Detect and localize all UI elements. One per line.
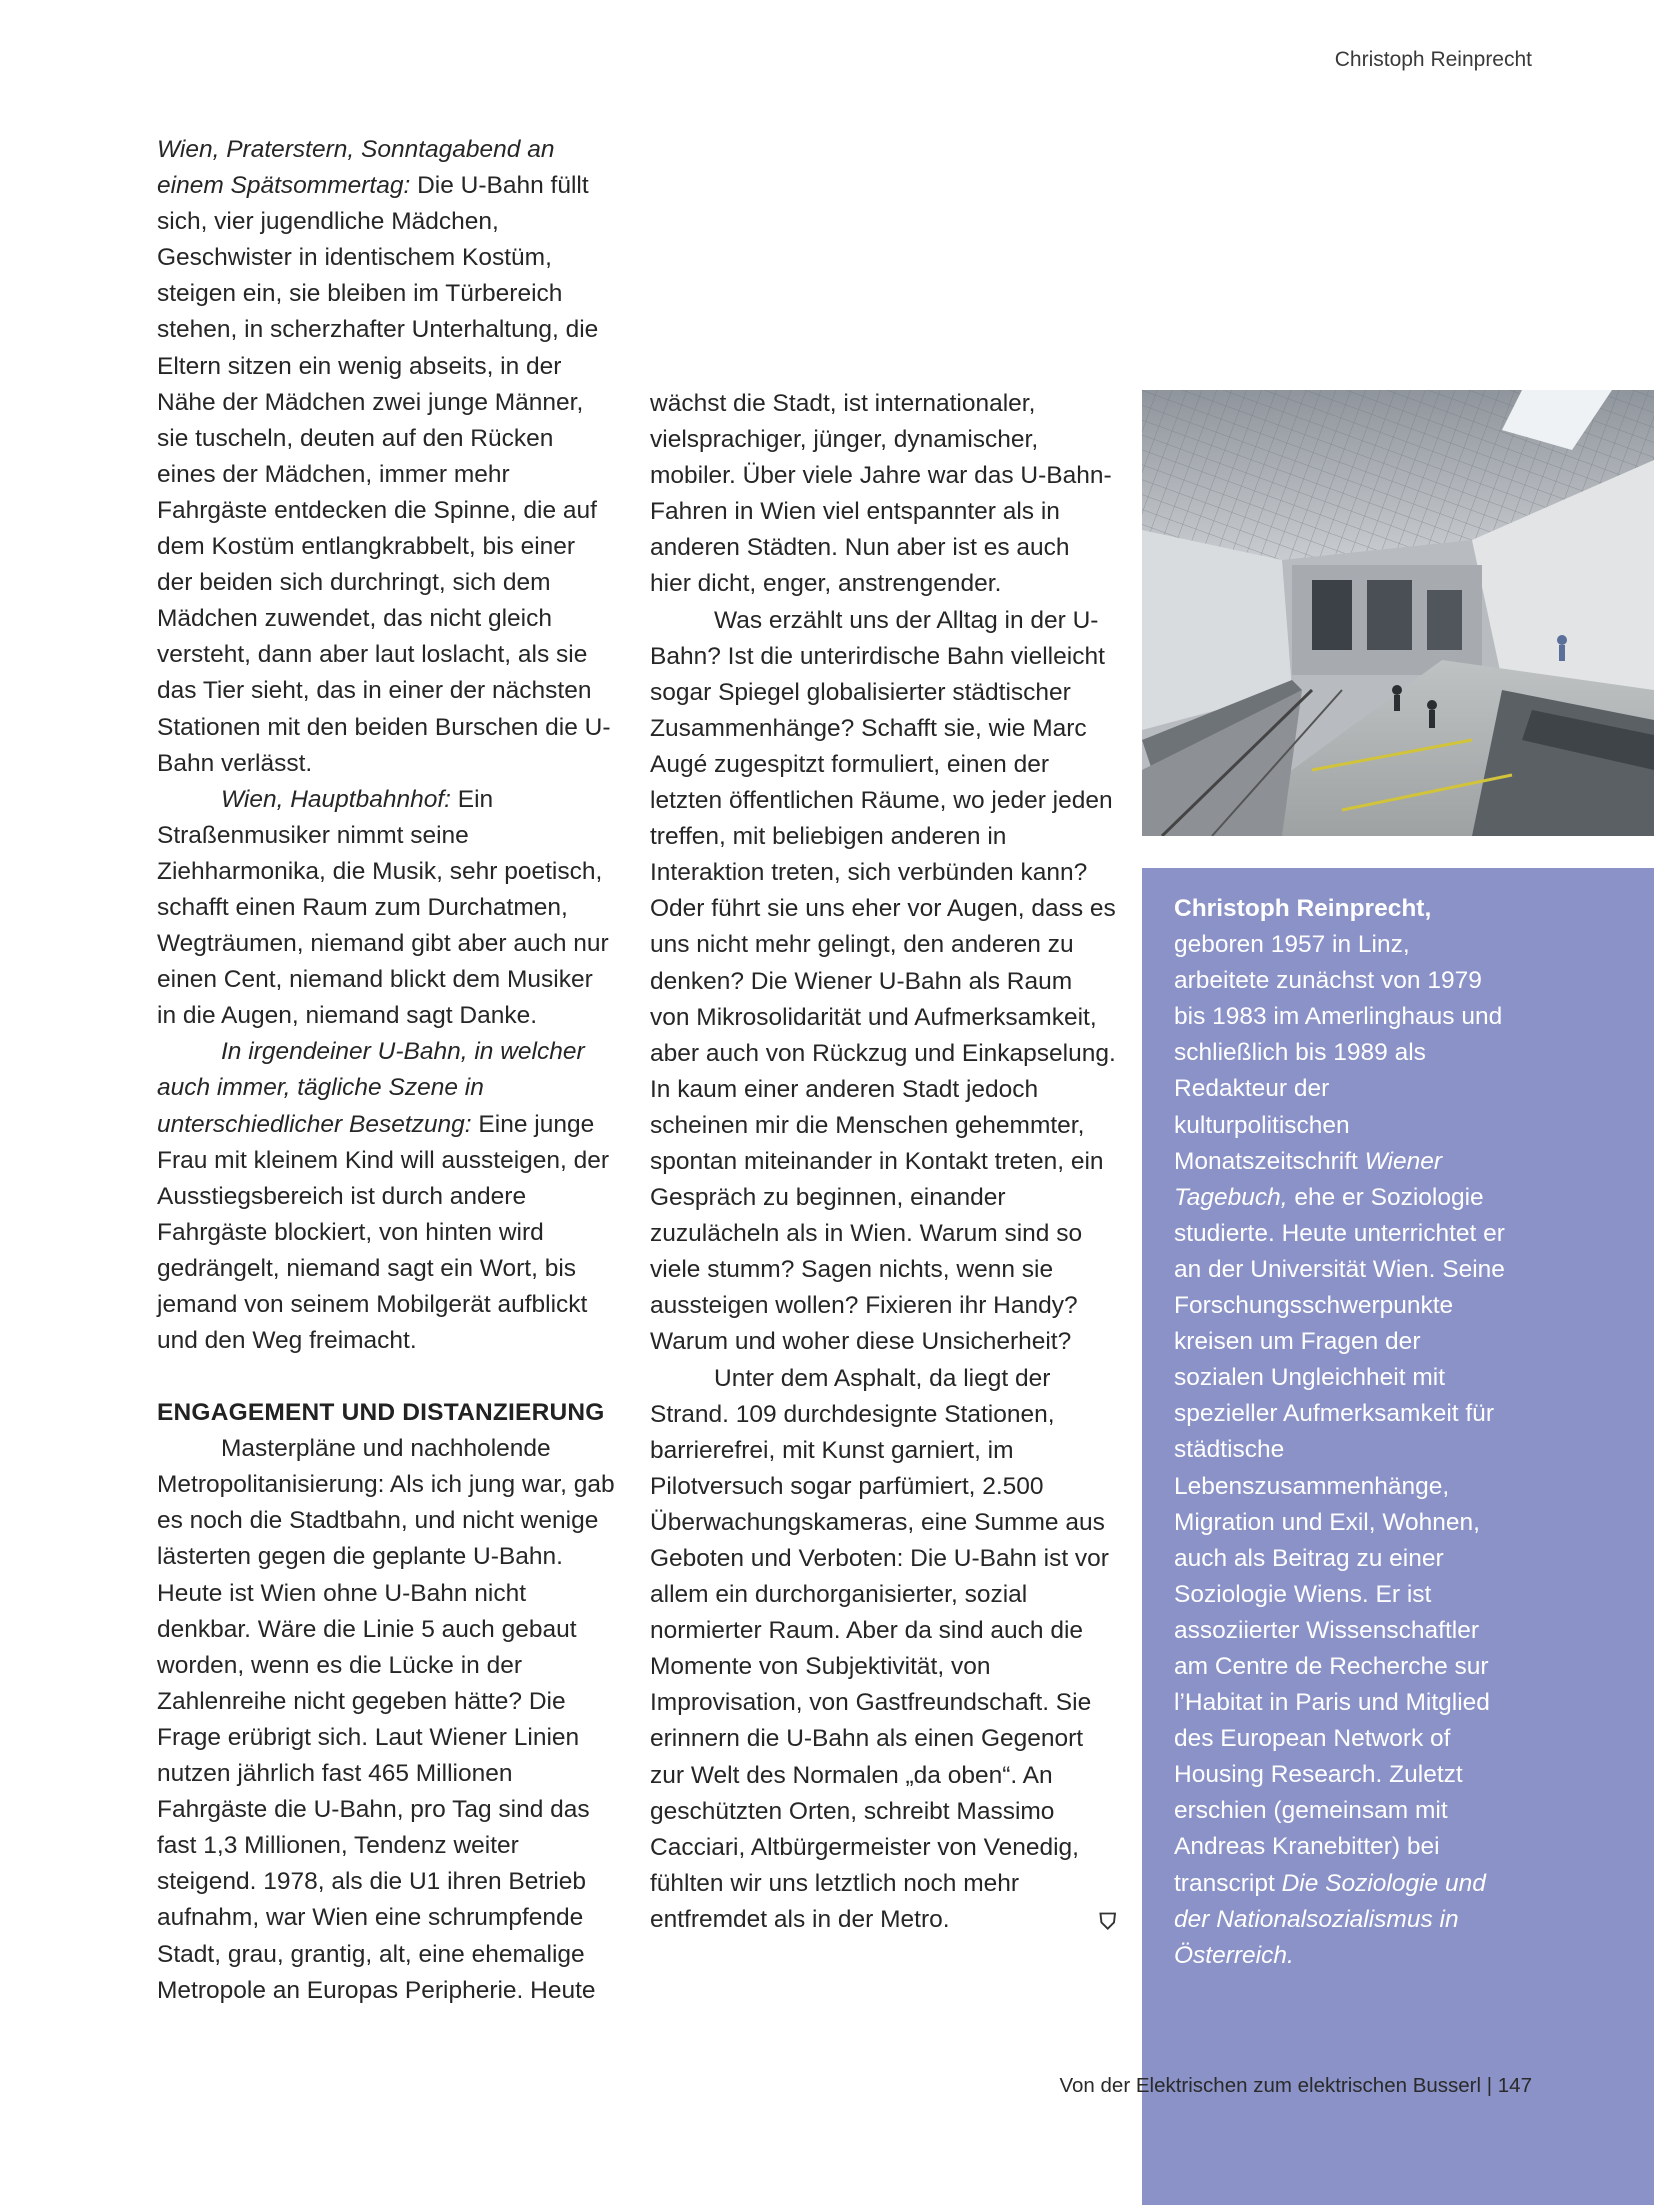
paragraph-text: Eine junge Frau mit kleinem Kind will aussteigen, der Ausstiegsbereich ist durch andere Fahrgäste blockiert, von hinten wird gedrängelt, niemand sagt ein Wort, bis jemand von seinem Mobilgerät aufblickt und den Weg freimacht. (157, 1110, 610, 1355)
paragraph-irgendeiner-ubahn (157, 1034, 617, 1359)
paragraph-stadt-waechst: wächst die Stadt, ist internationaler, vielsprachiger, jünger, dynamischer, mobiler. Über viele Jahre war das U-Bahn-Fahren in Wien viel entspannter als in anderen Städten. Nun aber ist es auch hier dicht, enger, anstrengender. (650, 390, 1112, 598)
middle-text-column (650, 386, 1116, 1940)
bio-publication-title: Wiener Tagebuch, (1174, 1147, 1443, 1211)
author-bio-text (1174, 891, 1509, 1974)
bio-book-title: Die Soziologie und der Nationalsozialismus in Österreich (1174, 1869, 1486, 1969)
paragraph-text: Unter dem Asphalt, da liegt der Strand. 109 durchdesignte Stationen, barrierefrei, mit Kunst garniert, im Pilotversuch sogar parfümiert, 2.500 Überwachungskameras, eine Summe aus Geboten und Verboten: Die U-Bahn ist vor allem ein durchorganisierter, sozial normierter Raum. Aber da sind auch die Momente von Subjektivität, von Improvisation, von Gastfreundschaft. Sie erinnern die U-Bahn als einen Gegenort zur Welt des Normalen „da oben“. An geschützten Orten, schreibt Massimo Cacciari, Altbürgermeister von Venedig, fühlten wir uns letztlich noch mehr entfremdet als in der Metro. (650, 1364, 1109, 1933)
section-heading: ENGAGEMENT UND DISTANZIERUNG (157, 1399, 605, 1427)
end-of-article-icon: ⛉ (1099, 1908, 1116, 1934)
bio-text-part: ehe er Soziologie studierte. Heute unterrichtet er an der Universität Wien. Seine Forschungsschwerpunkte kreisen um Fragen der sozialen Ungleichheit mit spezieller Aufmerksamkeit für städtische Lebenszusammenhänge, Migration und Exil, Wohnen, auch als Beitrag zu einer Soziologie Wiens. Er ist assoziierter Wissenschaftler am Centre de Recherche sur l’Habitat in Paris und Mitglied des European Network of Housing Research. Zuletzt erschien (gemeinsam mit Andreas Kranebitter) bei transcript (1174, 1183, 1505, 1897)
bio-author-name: Christoph Reinprecht, (1174, 895, 1432, 922)
paragraph-praterstern (157, 132, 617, 782)
paragraph-masterplaene: Masterpläne und nachholende Metropolitanisierung: Als ich jung war, gab es noch die Stadtbahn, und nicht wenige lästerten gegen die geplante U-Bahn. Heute ist Wien ohne U-Bahn nicht denkbar. Wäre die Linie 5 auch gebaut worden, wenn es die Lücke in der Zahlenreihe nicht gegeben hätte? Die Frage erübrigt sich. Laut Wiener Linien nutzen jährlich fast 465 Millionen Fahrgäste die U-Bahn, pro Tag sind das fast 1,3 Millionen, Tendenz weiter steigend. 1978, als die U1 ihren Betrieb aufnahm, war Wien eine schrumpfende Stadt, grau, grantig, alt, eine ehemalige Metropole an Europas Peripherie. Heute (157, 1435, 615, 2004)
scene-title-italic: Wien, Praterstern, Sonntagabend an einem Spätsommertag: (157, 136, 555, 200)
subway-station-photo (1142, 390, 1654, 836)
left-text-column (157, 132, 617, 2009)
paragraph-asphalt (650, 1361, 1116, 1939)
paragraph-text: Die U-Bahn füllt sich, vier jugendliche Mädchen, Geschwister in identischem Kostüm, steigen ein, sie bleiben im Türbereich stehen, in scherzhafter Unterhaltung, die Eltern sitzen ein wenig abseits, in der Nähe der Mädchen zwei junge Männer, sie tuscheln, deuten auf den Rücken eines der Mädchen, immer mehr Fahrgäste entdecken die Spinne, die auf dem Kostüm entlangkrabbelt, bis einer der beiden sich durchringt, sich dem Mädchen zuwendet, das nicht gleich versteht, dann aber laut loslacht, als sie das Tier sieht, das in einer der nächsten Stationen mit den beiden Burschen die U-Bahn verlässt. (157, 172, 611, 777)
paragraph-alltag: Was erzählt uns der Alltag in der U-Bahn? Ist die unterirdische Bahn vielleicht sogar Spiegel globalisierter städtischer Zusammenhänge? Schafft sie, wie Marc Augé zugespitzt formuliert, einen der letzten öffentlichen Räume, wo jeder jeden treffen, mit beliebigen anderen in Interaktion treten, sich verbünden kann? Oder führt sie uns eher vor Augen, dass es uns nicht mehr gelingt, den anderen zu denken? Die Wiener U-Bahn als Raum von Mikrosolidarität und Aufmerksamkeit, aber auch von Rückzug und Einkapselung. In kaum einer anderen Stadt jedoch scheinen mir die Menschen gehemmter, spontan miteinander in Kontakt treten, ein Gespräch zu beginnen, einander zuzulächeln als in Wien. Warum sind so viele stumm? Sagen nichts, wenn sie aussteigen wollen? Fixieren ihr Handy? Warum und woher diese Unsicherheit? (650, 606, 1116, 1356)
running-header-author: Christoph Reinprecht (1334, 48, 1532, 71)
paragraph-text: Ein Straßenmusiker nimmt seine Ziehharmonika, die Musik, sehr poetisch, schafft einen Raum zum Durchatmen, Wegträumen, niemand gibt aber auch nur einen Cent, niemand blickt dem Musiker in die Augen, niemand sagt Danke. (157, 785, 609, 1030)
subway-station-illustration (1142, 390, 1654, 836)
scene-title-italic: In irgendeiner U-Bahn, in welcher auch immer, tägliche Szene in unterschiedlicher Besetzung: (157, 1038, 585, 1138)
bio-text-part: geboren 1957 in Linz, arbeitete zunächst von 1979 bis 1983 im Amerlinghaus und schließlich bis 1989 als Redakteur der kulturpolitischen Monatszeitschrift (1174, 931, 1503, 1175)
page-footer: Von der Elektrischen zum elektrischen Busserl | 147 (1059, 2074, 1532, 2097)
paragraph-hauptbahnhof (157, 782, 617, 1035)
scene-title-italic: Wien, Hauptbahnhof: (221, 785, 451, 813)
bio-text-part: . (1287, 1941, 1294, 1969)
